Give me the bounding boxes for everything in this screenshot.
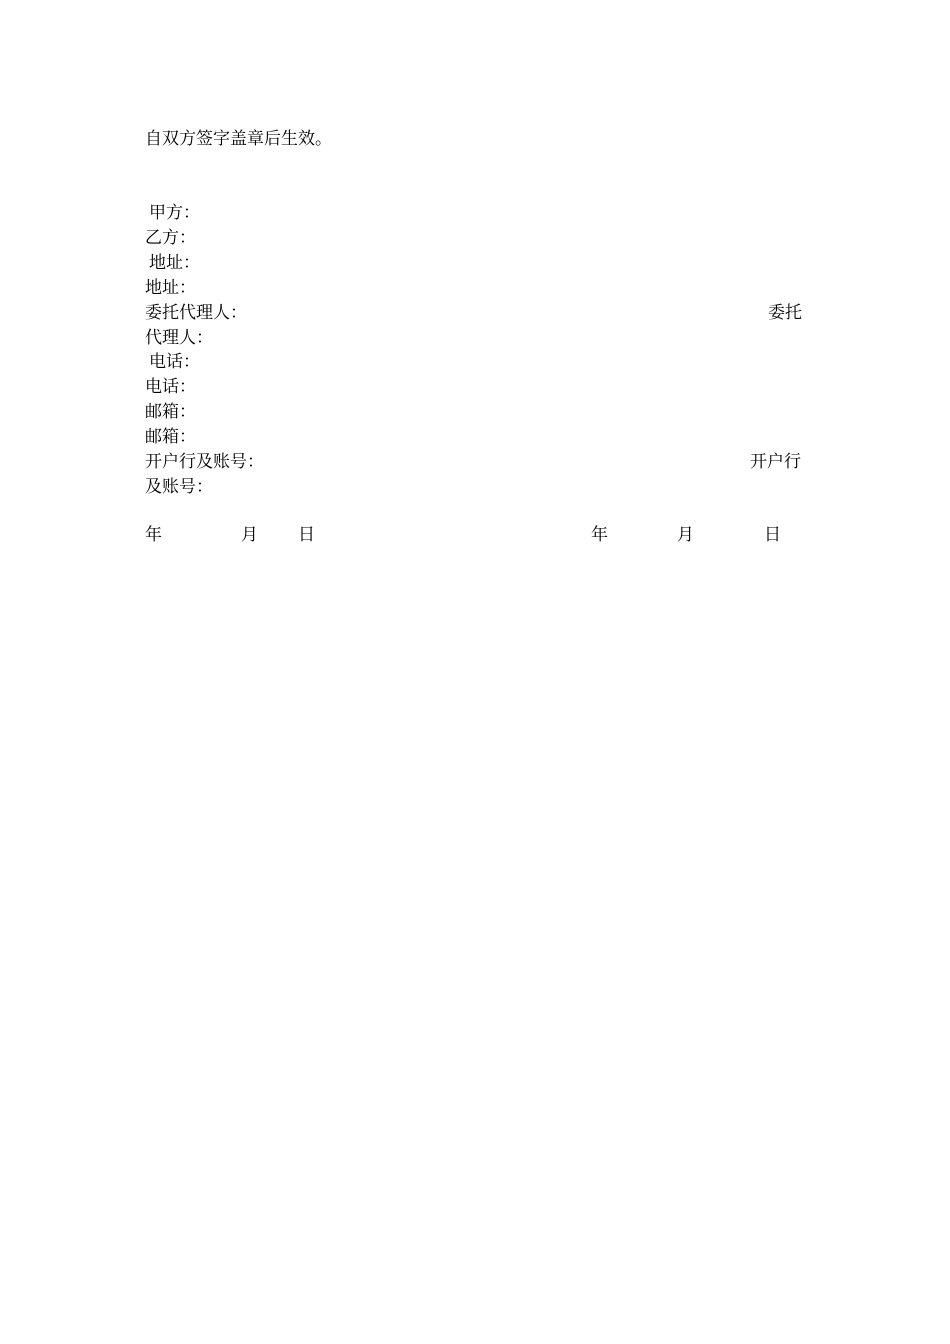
email-b-label: 邮箱： — [145, 427, 196, 447]
agent-b-label-part1: 委托 — [768, 303, 802, 323]
party-b-label: 乙方： — [145, 228, 196, 248]
date-right-year: 年 — [591, 525, 608, 545]
phone-b-label: 电话： — [145, 377, 196, 397]
bank-a-label: 开户行及账号： — [145, 452, 264, 472]
address-a-label: 地址： — [149, 253, 200, 273]
phone-a-label: 电话： — [149, 352, 200, 372]
date-left-year: 年 — [145, 525, 162, 545]
agent-b-label-part2: 代理人： — [145, 328, 213, 348]
agent-a-label: 委托代理人： — [145, 303, 247, 323]
date-right-day: 日 — [764, 525, 781, 545]
date-right-month: 月 — [677, 525, 694, 545]
email-a-label: 邮箱： — [145, 402, 196, 422]
party-a-label: 甲方： — [149, 203, 200, 223]
date-left-month: 月 — [241, 525, 258, 545]
address-b-label: 地址： — [145, 278, 196, 298]
bank-b-label-part2: 及账号： — [145, 477, 213, 497]
date-left-day: 日 — [298, 525, 315, 545]
bank-b-label-part1: 开户行 — [750, 452, 801, 472]
effect-clause: 自双方签字盖章后生效。 — [145, 129, 332, 149]
